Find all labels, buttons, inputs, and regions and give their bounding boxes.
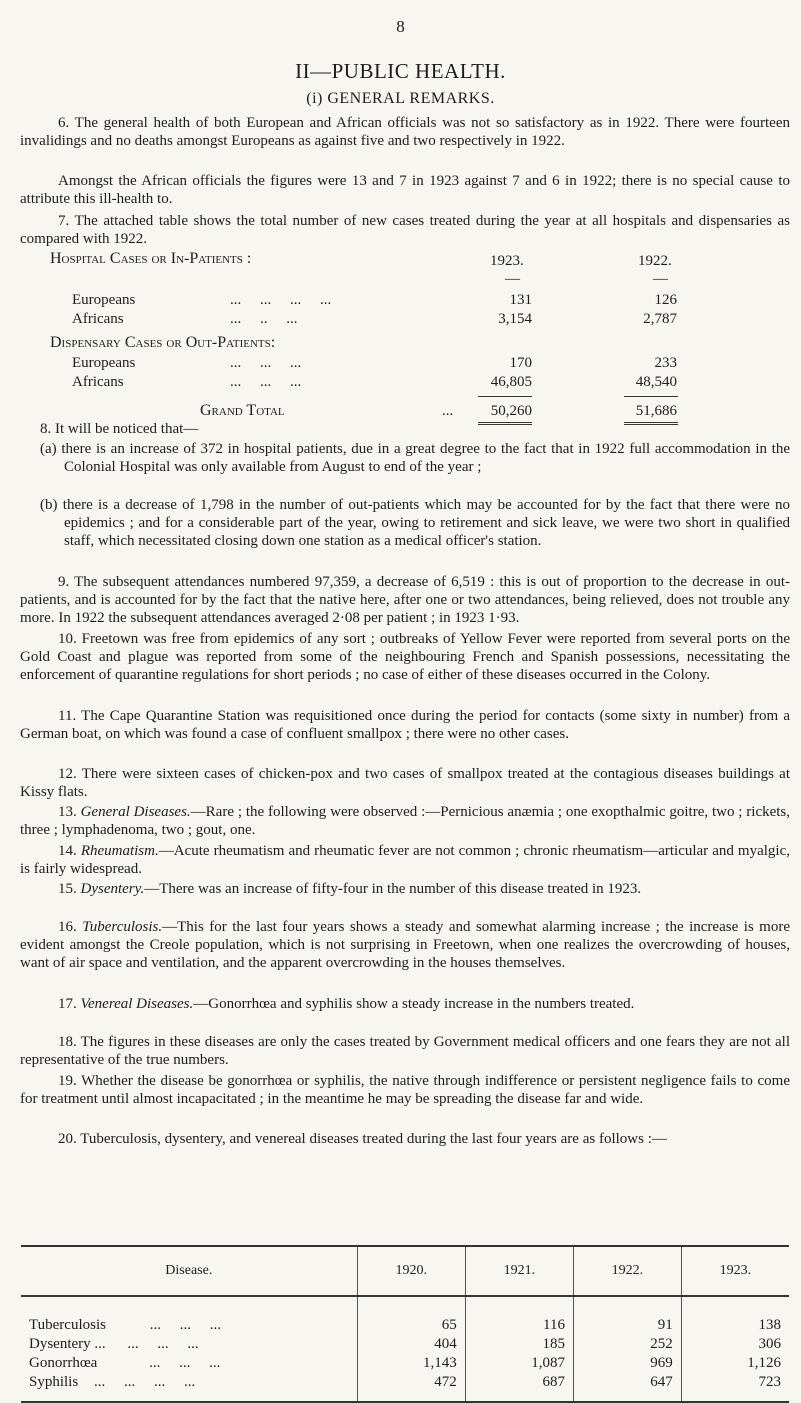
table-row xyxy=(21,1296,789,1334)
page-number: 8 xyxy=(396,17,405,36)
table-row xyxy=(21,1372,789,1402)
value-1921: 116 xyxy=(465,1296,573,1334)
disease-cell: Syphilis ... ... ... ... xyxy=(21,1372,357,1402)
header-1923: 1923. xyxy=(681,1246,789,1296)
paragraph-17: 17. Venereal Diseases.—Gonorrhœa and syphilis show a steady increase in the numbers treated. xyxy=(58,996,635,1012)
value-1923: 138 xyxy=(681,1296,789,1334)
paragraph-10: 10. Freetown was free from epidemics of any sort ; outbreaks of Yellow Fever were reported from several ports on the Gold Coast and plague was reported from some of the neighbouring French and Spanish possessions, necessitating the enforcement of quarantine regulations for short periods ; no case of either of these diseases occurred in the Colony. xyxy=(20,631,790,683)
header-1920: 1920. xyxy=(357,1246,465,1296)
value-1920: 65 xyxy=(357,1296,465,1334)
value-1920: 404 xyxy=(357,1334,465,1353)
hospital-europeans-label: Europeans xyxy=(72,292,136,308)
value-1921: 185 xyxy=(465,1334,573,1353)
paragraph-9: 9. The subsequent attendances numbered 97,359, a decrease of 6,519 : this is out of proportion to the decrease in out-patients, and is accounted for by the fact that the native here, after one or two attendances, being relieved, does not trouble any more. In 1922 the subsequent attendances averaged 2·08 per patient ; in 1923 1·93. xyxy=(20,574,790,626)
dispensary-cases-heading: Dispensary Cases or Out-Patients: xyxy=(50,334,276,351)
dispensary-europeans-1923: 170 xyxy=(509,355,532,371)
grand-total-label: Grand Total xyxy=(200,402,285,419)
value-1920: 472 xyxy=(357,1372,465,1402)
grand-total-dots: ... xyxy=(442,403,454,419)
value-1921: 1,087 xyxy=(465,1353,573,1372)
header-1922: 1922. xyxy=(573,1246,681,1296)
dispensary-europeans-1922: 233 xyxy=(654,355,677,371)
paragraph-6a: 6. The general health of both European and African officials was not so satisfactory as in 1922. There were fourteen invalidings and no deaths amongst Europeans as against five and two respectively in 1922. xyxy=(20,115,790,149)
paragraph-15-heading: Dysentery. xyxy=(80,881,145,897)
paragraph-8: 8. It will be noticed that— xyxy=(40,421,199,437)
paragraph-18: 18. The figures in these diseases are only the cases treated by Government medical officers and one fears they are not all representative of the true numbers. xyxy=(20,1034,790,1068)
section-title: II—PUBLIC HEALTH. xyxy=(295,59,506,83)
table-row xyxy=(21,1334,789,1353)
paragraph-14: 14. Rheumatism.—Acute rheumatism and rheumatic fever are not common ; chronic rheumatism—articular and myalgic, is fairly widespread. xyxy=(20,843,791,877)
value-1923: 306 xyxy=(681,1334,789,1353)
dispensary-africans-label: Africans xyxy=(72,374,124,390)
disease-table xyxy=(21,1245,789,1403)
hospital-cases-heading: Hospital Cases or In-Patients : xyxy=(50,250,252,267)
paragraph-19: 19. Whether the disease be gonorrhœa or syphilis, the native through indifference or persistent negligence fails to come for treatment until almost incapacitated ; in the meantime he may be spreading the disease far and wide. xyxy=(20,1073,790,1107)
value-1920: 1,143 xyxy=(357,1353,465,1372)
paragraph-16-heading: Tuberculosis. xyxy=(82,919,163,935)
disease-cell: Gonorrhœa ... ... ... xyxy=(29,1354,221,1371)
hospital-africans-1922: 2,787 xyxy=(643,311,677,327)
paragraph-7: 7. The attached table shows the total number of new cases treated during the year at all hospitals and dispensaries as compared with 1922. xyxy=(20,213,790,247)
col-header-1923: 1923. xyxy=(490,253,524,269)
hospital-africans-dots: ... .. ... xyxy=(230,311,298,327)
paragraph-6b: Amongst the African officials the figures were 13 and 7 in 1923 against 7 and 6 in 1922; there is no special cause to attribute this ill-health to. xyxy=(20,173,790,207)
paragraph-16: 16. Tuberculosis.—This for the last four years shows a steady and somewhat alarming increase ; the increase is more evident amongst the Creole population, which is not surprising in Freetown, when one realizes the overcrowding of houses, want of air space and ventilation, and the apparent overcrowding in the houses themselves. xyxy=(20,919,791,971)
col-header-1922: 1922. xyxy=(638,253,672,269)
grand-total-1922: 51,686 xyxy=(635,403,677,419)
paragraph-17-heading: Venereal Diseases. xyxy=(80,996,194,1012)
paragraph-14-heading: Rheumatism. xyxy=(80,843,159,859)
header-disease: Disease. xyxy=(21,1246,357,1296)
value-1921: 687 xyxy=(465,1372,573,1402)
grand-total-1923: 50,260 xyxy=(490,403,532,419)
paragraph-13: 13. General Diseases.—Rare ; the following were observed :—Pernicious anæmia ; one exopthalmic goitre, two ; rickets, three ; lymphadenoma, two ; gout, one. xyxy=(20,804,791,838)
value-1923: 723 xyxy=(681,1372,789,1402)
hospital-africans-label: Africans xyxy=(72,311,124,327)
disease-cell: Tuberculosis ... ... ... xyxy=(29,1316,221,1333)
dispensary-africans-1922: 48,540 xyxy=(635,374,677,390)
value-1923: 1,126 xyxy=(681,1353,789,1372)
hospital-europeans-1923: 131 xyxy=(509,292,532,308)
paragraph-8b: (b) there is a decrease of 1,798 in the number of out-patients which may be accounted for by the fact that there were no epidemics ; and for a considerable part of the year, owing to retirement and sick leave, we were two short in qualified staff, which necessitated closing down one station as a medical officer's station. xyxy=(40,497,790,549)
header-1921: 1921. xyxy=(465,1246,573,1296)
disease-cell: Dysentery ... ... ... ... xyxy=(29,1335,199,1352)
paragraph-15: 15. Dysentery.—There was an increase of fifty-four in the number of this disease treated in 1923. xyxy=(58,881,642,897)
dash-1923: — xyxy=(505,271,520,287)
dispensary-europeans-dots: ... ... ... xyxy=(230,355,302,371)
paragraph-12: 12. There were sixteen cases of chicken-pox and two cases of smallpox treated at the contagious diseases buildings at Kissy flats. xyxy=(20,766,790,800)
subsection-title: (i) GENERAL REMARKS. xyxy=(306,90,495,107)
value-1922: 91 xyxy=(573,1296,681,1334)
dash-1922: — xyxy=(653,271,668,287)
hospital-europeans-dots: ... ... ... ... xyxy=(230,292,332,308)
paragraph-13-heading: General Diseases. xyxy=(80,804,191,820)
value-1922: 252 xyxy=(573,1334,681,1353)
hospital-africans-1923: 3,154 xyxy=(498,311,532,327)
table-row xyxy=(21,1353,789,1372)
disease-table-header xyxy=(21,1246,789,1296)
dispensary-africans-1923: 46,805 xyxy=(490,374,532,390)
value-1922: 647 xyxy=(573,1372,681,1402)
paragraph-11: 11. The Cape Quarantine Station was requisitioned once during the period for contacts (some sixty in number) from a German boat, on which was found a case of confluent smallpox ; there were no other cases. xyxy=(20,708,790,742)
paragraph-20: 20. Tuberculosis, dysentery, and venereal diseases treated during the last four years are as follows :— xyxy=(58,1131,667,1147)
value-1922: 969 xyxy=(573,1353,681,1372)
dispensary-africans-dots: ... ... ... xyxy=(230,374,302,390)
subtotal-rule-1923 xyxy=(478,396,532,397)
subtotal-rule-1922 xyxy=(624,396,678,397)
dispensary-europeans-label: Europeans xyxy=(72,355,136,371)
hospital-europeans-1922: 126 xyxy=(654,292,677,308)
paragraph-8a: (a) there is an increase of 372 in hospital patients, due in a great degree to the fact that in 1922 full accommodation in the Colonial Hospital was only available from August to end of the year ; xyxy=(40,441,790,475)
